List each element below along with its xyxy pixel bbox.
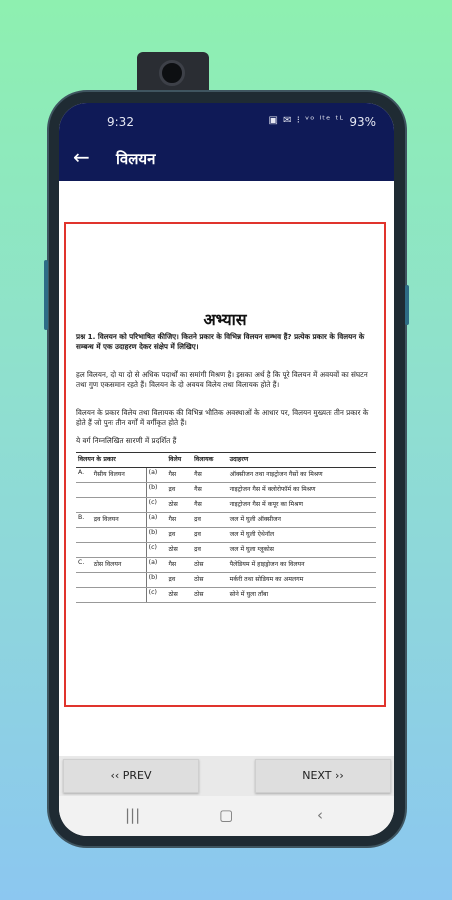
header-blank: [146, 453, 166, 468]
status-icons: ▣ ✉ ⁝ ᵛᵒ ˡᵗᵉ ᵗᴸ: [268, 115, 344, 126]
row-solvent: ठोस: [192, 558, 227, 573]
table-row: [76, 588, 376, 603]
status-time: 9:32: [107, 115, 134, 129]
row-letter: B.: [76, 513, 92, 528]
table-row: [76, 573, 376, 588]
row-example: जल में घुली ऑक्सीजन: [228, 513, 376, 528]
system-nav-bar: [59, 796, 394, 836]
row-solute: गैस: [166, 513, 192, 528]
row-index: (c): [146, 588, 166, 603]
row-example: जल में घुला ग्लूकोस: [228, 543, 376, 558]
table-row: [76, 528, 376, 543]
row-index: (b): [146, 573, 166, 588]
row-index: (a): [146, 558, 166, 573]
table-note: ये वर्ग निम्नलिखित सारणी में प्रदर्शित हैं: [76, 436, 177, 445]
row-example: मर्करी तथा सोडियम का अमलगम: [228, 573, 376, 588]
pager-bar: [59, 756, 394, 796]
row-solute: ठोस: [166, 543, 192, 558]
row-example: ऑक्सीजन तथा नाइट्रोजन गैसों का मिश्रण: [228, 468, 376, 483]
row-example: सोने में घुला ताँबा: [228, 588, 376, 603]
row-solvent: ठोस: [192, 588, 227, 603]
table-header-row: [76, 453, 376, 468]
solution-types-table: [76, 452, 376, 603]
row-example: नाइट्रोजन गैस में क्लोरोफॉर्म का मिश्रण: [228, 483, 376, 498]
row-letter: [76, 483, 92, 498]
table-row: [76, 558, 376, 573]
row-index: (c): [146, 543, 166, 558]
recents-icon[interactable]: |||: [125, 806, 141, 824]
row-category: द्रव विलयन: [92, 513, 146, 528]
header-solvent: विलायक: [192, 453, 227, 468]
status-bar: [59, 103, 394, 137]
prev-button[interactable]: ‹‹ PREV: [63, 759, 199, 793]
row-index: (c): [146, 498, 166, 513]
row-category: [92, 543, 146, 558]
row-category: [92, 483, 146, 498]
back-arrow-icon[interactable]: ←: [73, 145, 90, 169]
row-category: [92, 573, 146, 588]
row-solute: गैस: [166, 468, 192, 483]
nav-back-icon[interactable]: ‹: [317, 806, 323, 824]
question-text: प्रश्न 1. विलयन को परिभाषित कीजिए। कितने प्रकार के विभिन्न विलयन सम्भव हैं? प्रत्येक प्रकार के विलयन के सम्बन्ध में एक उदाहरण देकर संक्षेप में लिखिए।: [76, 332, 365, 351]
row-solvent: गैस: [192, 468, 227, 483]
battery-level: 93%: [349, 115, 376, 129]
power-button: [405, 285, 409, 325]
row-letter: [76, 498, 92, 513]
header-type: विलयन के प्रकार: [76, 453, 146, 468]
answer-text: हल विलयन, दो या दो से अधिक पदार्थों का समांगी मिश्रण है। इसका अर्थ है कि पूरे विलयन में अवयवों का संघटन तथा गुण एकसमान रहते हैं। विलयन के दो अवयव विलेय तथा विलायक होते हैं।: [76, 370, 368, 389]
camera-lens: [159, 60, 185, 86]
row-category: [92, 498, 146, 513]
row-example: जल में घुली ऐथेनॉल: [228, 528, 376, 543]
row-solute: द्रव: [166, 528, 192, 543]
row-letter: [76, 588, 92, 603]
row-index: (b): [146, 528, 166, 543]
table-row: [76, 543, 376, 558]
row-letter: A.: [76, 468, 92, 483]
row-category: [92, 588, 146, 603]
phone-screen: [59, 103, 394, 836]
row-index: (a): [146, 513, 166, 528]
row-solute: द्रव: [166, 483, 192, 498]
document-page: [64, 222, 386, 707]
next-button[interactable]: NEXT ››: [255, 759, 391, 793]
page-title: विलयन: [116, 150, 156, 168]
home-icon[interactable]: ▢: [219, 806, 234, 824]
row-solvent: गैस: [192, 498, 227, 513]
table-row: [76, 468, 376, 483]
row-example: नाइट्रोजन गैस में कपूर का मिश्रण: [228, 498, 376, 513]
document-heading: अभ्यास: [203, 310, 247, 329]
row-index: (b): [146, 483, 166, 498]
popup-camera: [137, 52, 209, 94]
row-solute: द्रव: [166, 573, 192, 588]
row-letter: C.: [76, 558, 92, 573]
row-solvent: द्रव: [192, 543, 227, 558]
row-solvent: द्रव: [192, 528, 227, 543]
row-index: (a): [146, 468, 166, 483]
table-row: [76, 483, 376, 498]
table-row: [76, 513, 376, 528]
header-solute: विलेय: [166, 453, 192, 468]
row-solvent: ठोस: [192, 573, 227, 588]
row-example: पैलेडियम में हाइड्रोजन का विलयन: [228, 558, 376, 573]
row-solute: ठोस: [166, 588, 192, 603]
document-viewer[interactable]: [59, 181, 394, 756]
row-solvent: द्रव: [192, 513, 227, 528]
row-letter: [76, 573, 92, 588]
header-example: उदाहरण: [228, 453, 376, 468]
table-row: [76, 498, 376, 513]
row-letter: [76, 528, 92, 543]
row-category: ठोस विलयन: [92, 558, 146, 573]
types-paragraph: विलयन के प्रकार विलेय तथा विलायक की विभिन्न भौतिक अवस्थाओं के आधार पर, विलयन मुख्यतः तीन प्रकार के होते हैं जो पुनः तीन वर्गों में वर्गीकृत होते हैं।: [76, 408, 369, 427]
row-category: [92, 528, 146, 543]
row-solute: ठोस: [166, 498, 192, 513]
app-bar: [59, 137, 394, 181]
row-category: गैसीय विलयन: [92, 468, 146, 483]
row-solvent: गैस: [192, 483, 227, 498]
row-letter: [76, 543, 92, 558]
row-solute: गैस: [166, 558, 192, 573]
volume-button: [44, 260, 48, 330]
